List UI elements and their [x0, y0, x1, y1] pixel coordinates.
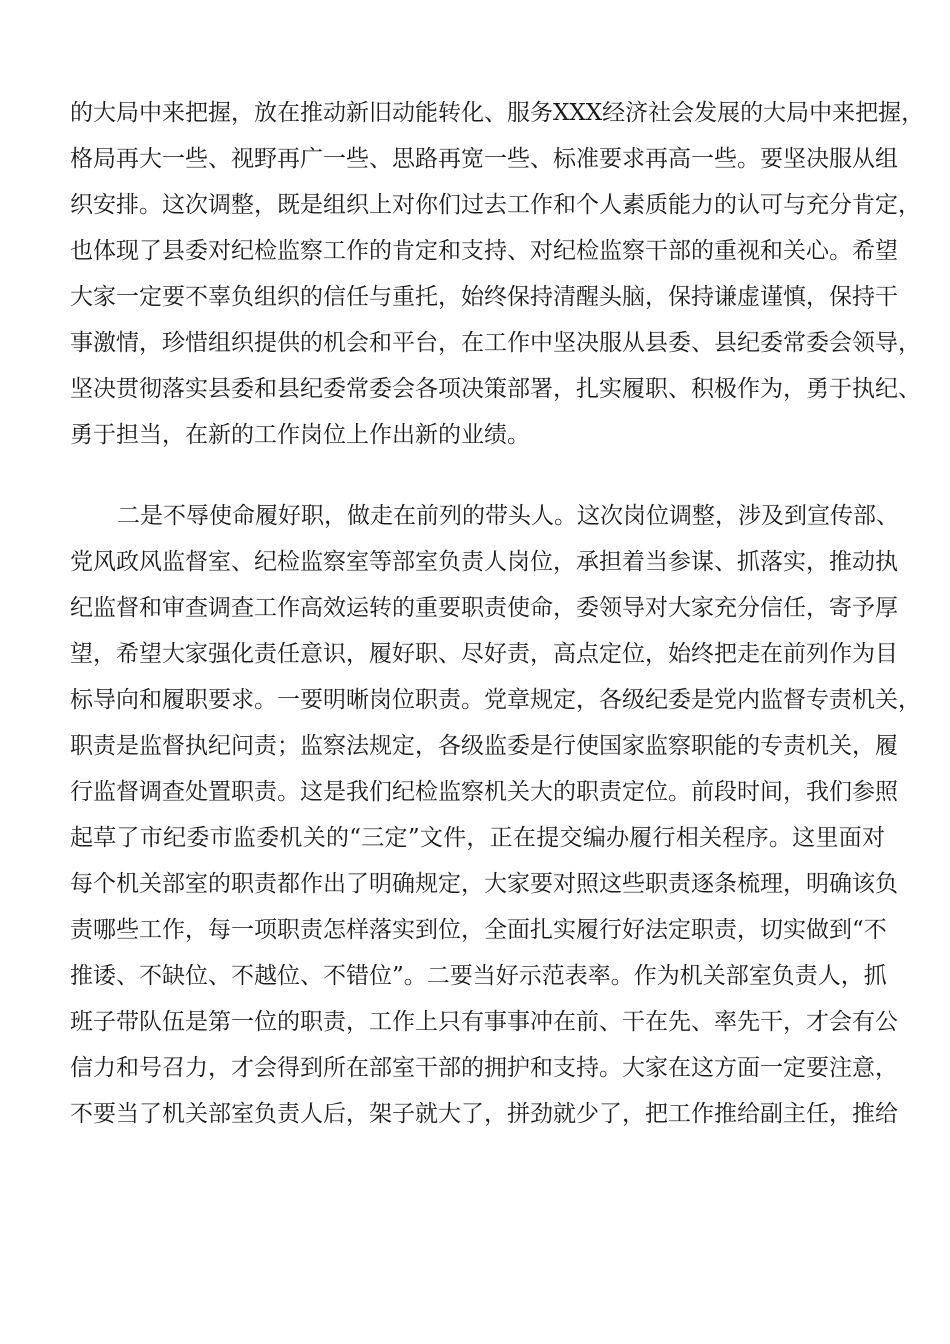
text-line: 职责是监督执纪问责；监察法规定，各级监委是行使国家监察职能的专责机关，履 — [70, 733, 898, 759]
text-line: 信力和号召力，才会得到所在部室干部的拥护和支持。大家在这方面一定要注意， — [70, 1055, 898, 1081]
text-line: 望，希望大家强化责任意识，履好职、尽好责，高点定位，始终把走在前列作为目 — [70, 641, 898, 667]
text-line: 不要当了机关部室负责人后，架子就大了，拼劲就少了，把工作推给副主任，推给 — [70, 1101, 898, 1127]
text-line: 也体现了县委对纪检监察工作的肯定和支持、对纪检监察干部的重视和关心。希望 — [70, 238, 898, 264]
text-line: 事激情，珍惜组织提供的机会和平台，在工作中坚决服从县委、县纪委常委会领导， — [70, 330, 921, 356]
text-line: 织安排。这次调整，既是组织上对你们过去工作和个人素质能力的认可与充分肯定， — [70, 192, 921, 218]
text-line: 格局再大一些、视野再广一些、思路再宽一些、标准要求再高一些。要坚决服从组 — [70, 146, 898, 172]
text-line: 班子带队伍是第一位的职责，工作上只有事事冲在前、干在先、率先干，才会有公 — [70, 1009, 898, 1035]
text-line: 每个机关部室的职责都作出了明确规定，大家要对照这些职责逐条梳理，明确该负 — [70, 871, 898, 897]
text-line: 起草了市纪委市监委机关的“三定”文件，正在提交编办履行相关程序。这里面对 — [70, 825, 885, 851]
paragraph-first-line: 二是不辱使命履好职，做走在前列的带头人。这次岗位调整，涉及到宣传部、 — [117, 503, 899, 529]
text-line: 坚决贯彻落实县委和县纪委常委会各项决策部署，扎实履职、积极作为，勇于执纪、 — [70, 376, 921, 402]
text-line: 标导向和履职要求。一要明晰岗位职责。党章规定，各级纪委是党内监督专责机关， — [70, 687, 921, 713]
text-line: 的大局中来把握，放在推动新旧动能转化、服务XXX经济社会发展的大局中来把握， — [70, 100, 925, 126]
text-line: 责哪些工作，每一项职责怎样落实到位，全面扎实履行好法定职责，切实做到“不 — [70, 917, 887, 943]
text-line: 行监督调查处置职责。这是我们纪检监察机关大的职责定位。前段时间，我们参照 — [70, 779, 898, 805]
text-line: 纪监督和审查调查工作高效运转的重要职责使命，委领导对大家充分信任，寄予厚 — [70, 595, 898, 621]
paragraph-end-line: 勇于担当，在新的工作岗位上作出新的业绩。 — [70, 422, 530, 448]
text-line: 党风政风监督室、纪检监察室等部室负责人岗位，承担着当参谋、抓落实，推动执 — [70, 549, 898, 575]
text-line: 大家一定要不辜负组织的信任与重托，始终保持清醒头脑，保持谦虚谨慎，保持干 — [70, 284, 898, 310]
text-line: 推诿、不缺位、不越位、不错位”。二要当好示范表率。作为机关部室负责人，抓 — [70, 963, 887, 989]
